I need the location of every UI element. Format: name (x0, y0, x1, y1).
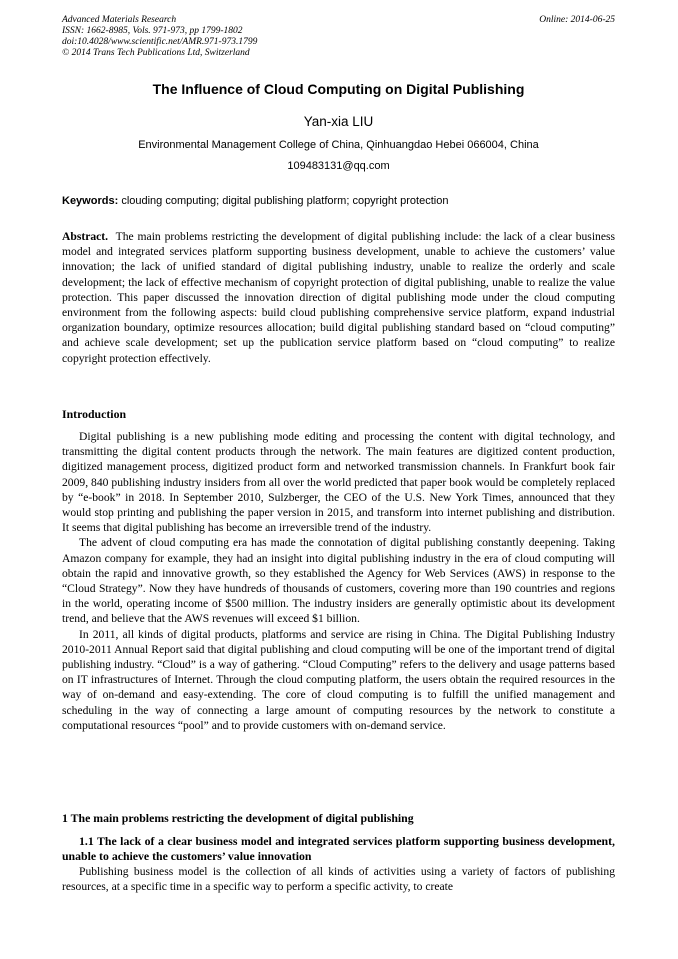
author-name: Yan-xia LIU (303, 114, 374, 129)
section-1-1-body (62, 864, 615, 894)
intro-paragraph-1: Digital publishing is a new publishing mode editing and processing the content with digital technology, and transmitting the digital content products through the network. The main features are digitized content production, digitized management process, digitized product form and networked transmission channels. In Frankfurt book fair 2009, 840 publishing industry insiders from all over the world predicted that paper book would be completely replaced by “e-book” in 2018. In September 2010, Sulzberger, the CEO of the U.S. New York Times, announced that they would stop printing and publishing the paper version in 2015, and transform into internet publishing and distribution. It seems that digital publishing has become an irreversible trend of the industry. (62, 430, 615, 535)
issn-line: ISSN: 1662-8985, Vols. 971-973, pp 1799-1802 (62, 26, 243, 36)
section-1-heading: 1 The main problems restricting the development of digital publishing (62, 811, 414, 825)
online-date: Online: 2014-06-25 (539, 15, 615, 25)
abstract-label: Abstract. (62, 230, 109, 243)
keywords-label: Keywords: (62, 195, 119, 207)
introduction-heading: Introduction (62, 407, 127, 421)
journal-header (62, 15, 615, 59)
keywords-text: clouding computing; digital publishing platform; copyright protection (121, 195, 449, 207)
author-email: 109483131@qq.com (287, 160, 390, 172)
journal-name: Advanced Materials Research (62, 15, 177, 25)
intro-paragraph-2: The advent of cloud computing era has made the connotation of digital publishing constantly deepening. Taking Amazon company for example, they had an insight into digital publishing industry in the era of cloud computing will obtain the rapid and innovative growth, so they established the Agency for Web Services (AWS) in response to the “Cloud Strategy”. Now they have hundreds of thousands of customers, covering more than 190 countries and regions in the world, operating income of $500 million. The industry insiders are generally optimistic about its development trend, and believe that the AWS revenues will exceed $1 billion. (62, 536, 615, 626)
introduction-body (62, 429, 615, 733)
copyright-line: © 2014 Trans Tech Publications Ltd, Switzerland (62, 48, 250, 58)
keywords (62, 194, 615, 209)
intro-paragraph-3: In 2011, all kinds of digital products, platforms and service are rising in China. The Digital Publishing Industry 2010-2011 Annual Report said that digital publishing and cloud computing will be one of the important trend of digital publishing industry. “Cloud” is a way of gathering. “Cloud Computing” refers to the delivery and usage patterns based on IT infrastructures of Internet. Through the cloud computing platform, the users obtain the required resources in the way of on-demand and easy-extending. The core of cloud computing is to fulfill the unified management and scheduling in the way of connecting a large amount of computing resources by the network to constitute a computational resources “pool” and to provide customers with on-demand service. (62, 627, 615, 732)
doi-line: doi:10.4028/www.scientific.net/AMR.971-973.1799 (62, 37, 258, 47)
section-1-1-paragraph: Publishing business model is the collection of all kinds of activities using a variety of factors of publishing resources, at a specific time in a specific way to perform a specific activity, to create (62, 865, 615, 894)
abstract (62, 229, 615, 366)
abstract-text: The main problems restricting the development of digital publishing include: the lack of a clear business model and integrated services platform supporting business development, unable to achieve the customers’ value innovation; the lack of unified standard of digital publishing industry, unable to realize the orderly and scale development; the lack of effective mechanism of copyright protection of digital publishing, unable to realize the value protection. This paper discussed the innovation direction of digital publishing mode under the cloud computing environment from the following aspects: build cloud publishing comprehensive service platform, expand industrial organization boundary, optimize resources allocation; build digital publishing standard based on “cloud computing” and achieve scale development; set up the publication service platform based on “cloud computing” to realize copyright protection effectively. (62, 230, 615, 365)
paper-title: The Influence of Cloud Computing on Digital Publishing (152, 81, 525, 97)
author-affiliation: Environmental Management College of China, Qinhuangdao Hebei 066004, China (138, 139, 539, 151)
section-1-1-heading: 1.1 The lack of a clear business model and integrated services platform supporting business development, unable to achieve the customers’ value innovation (62, 834, 615, 863)
